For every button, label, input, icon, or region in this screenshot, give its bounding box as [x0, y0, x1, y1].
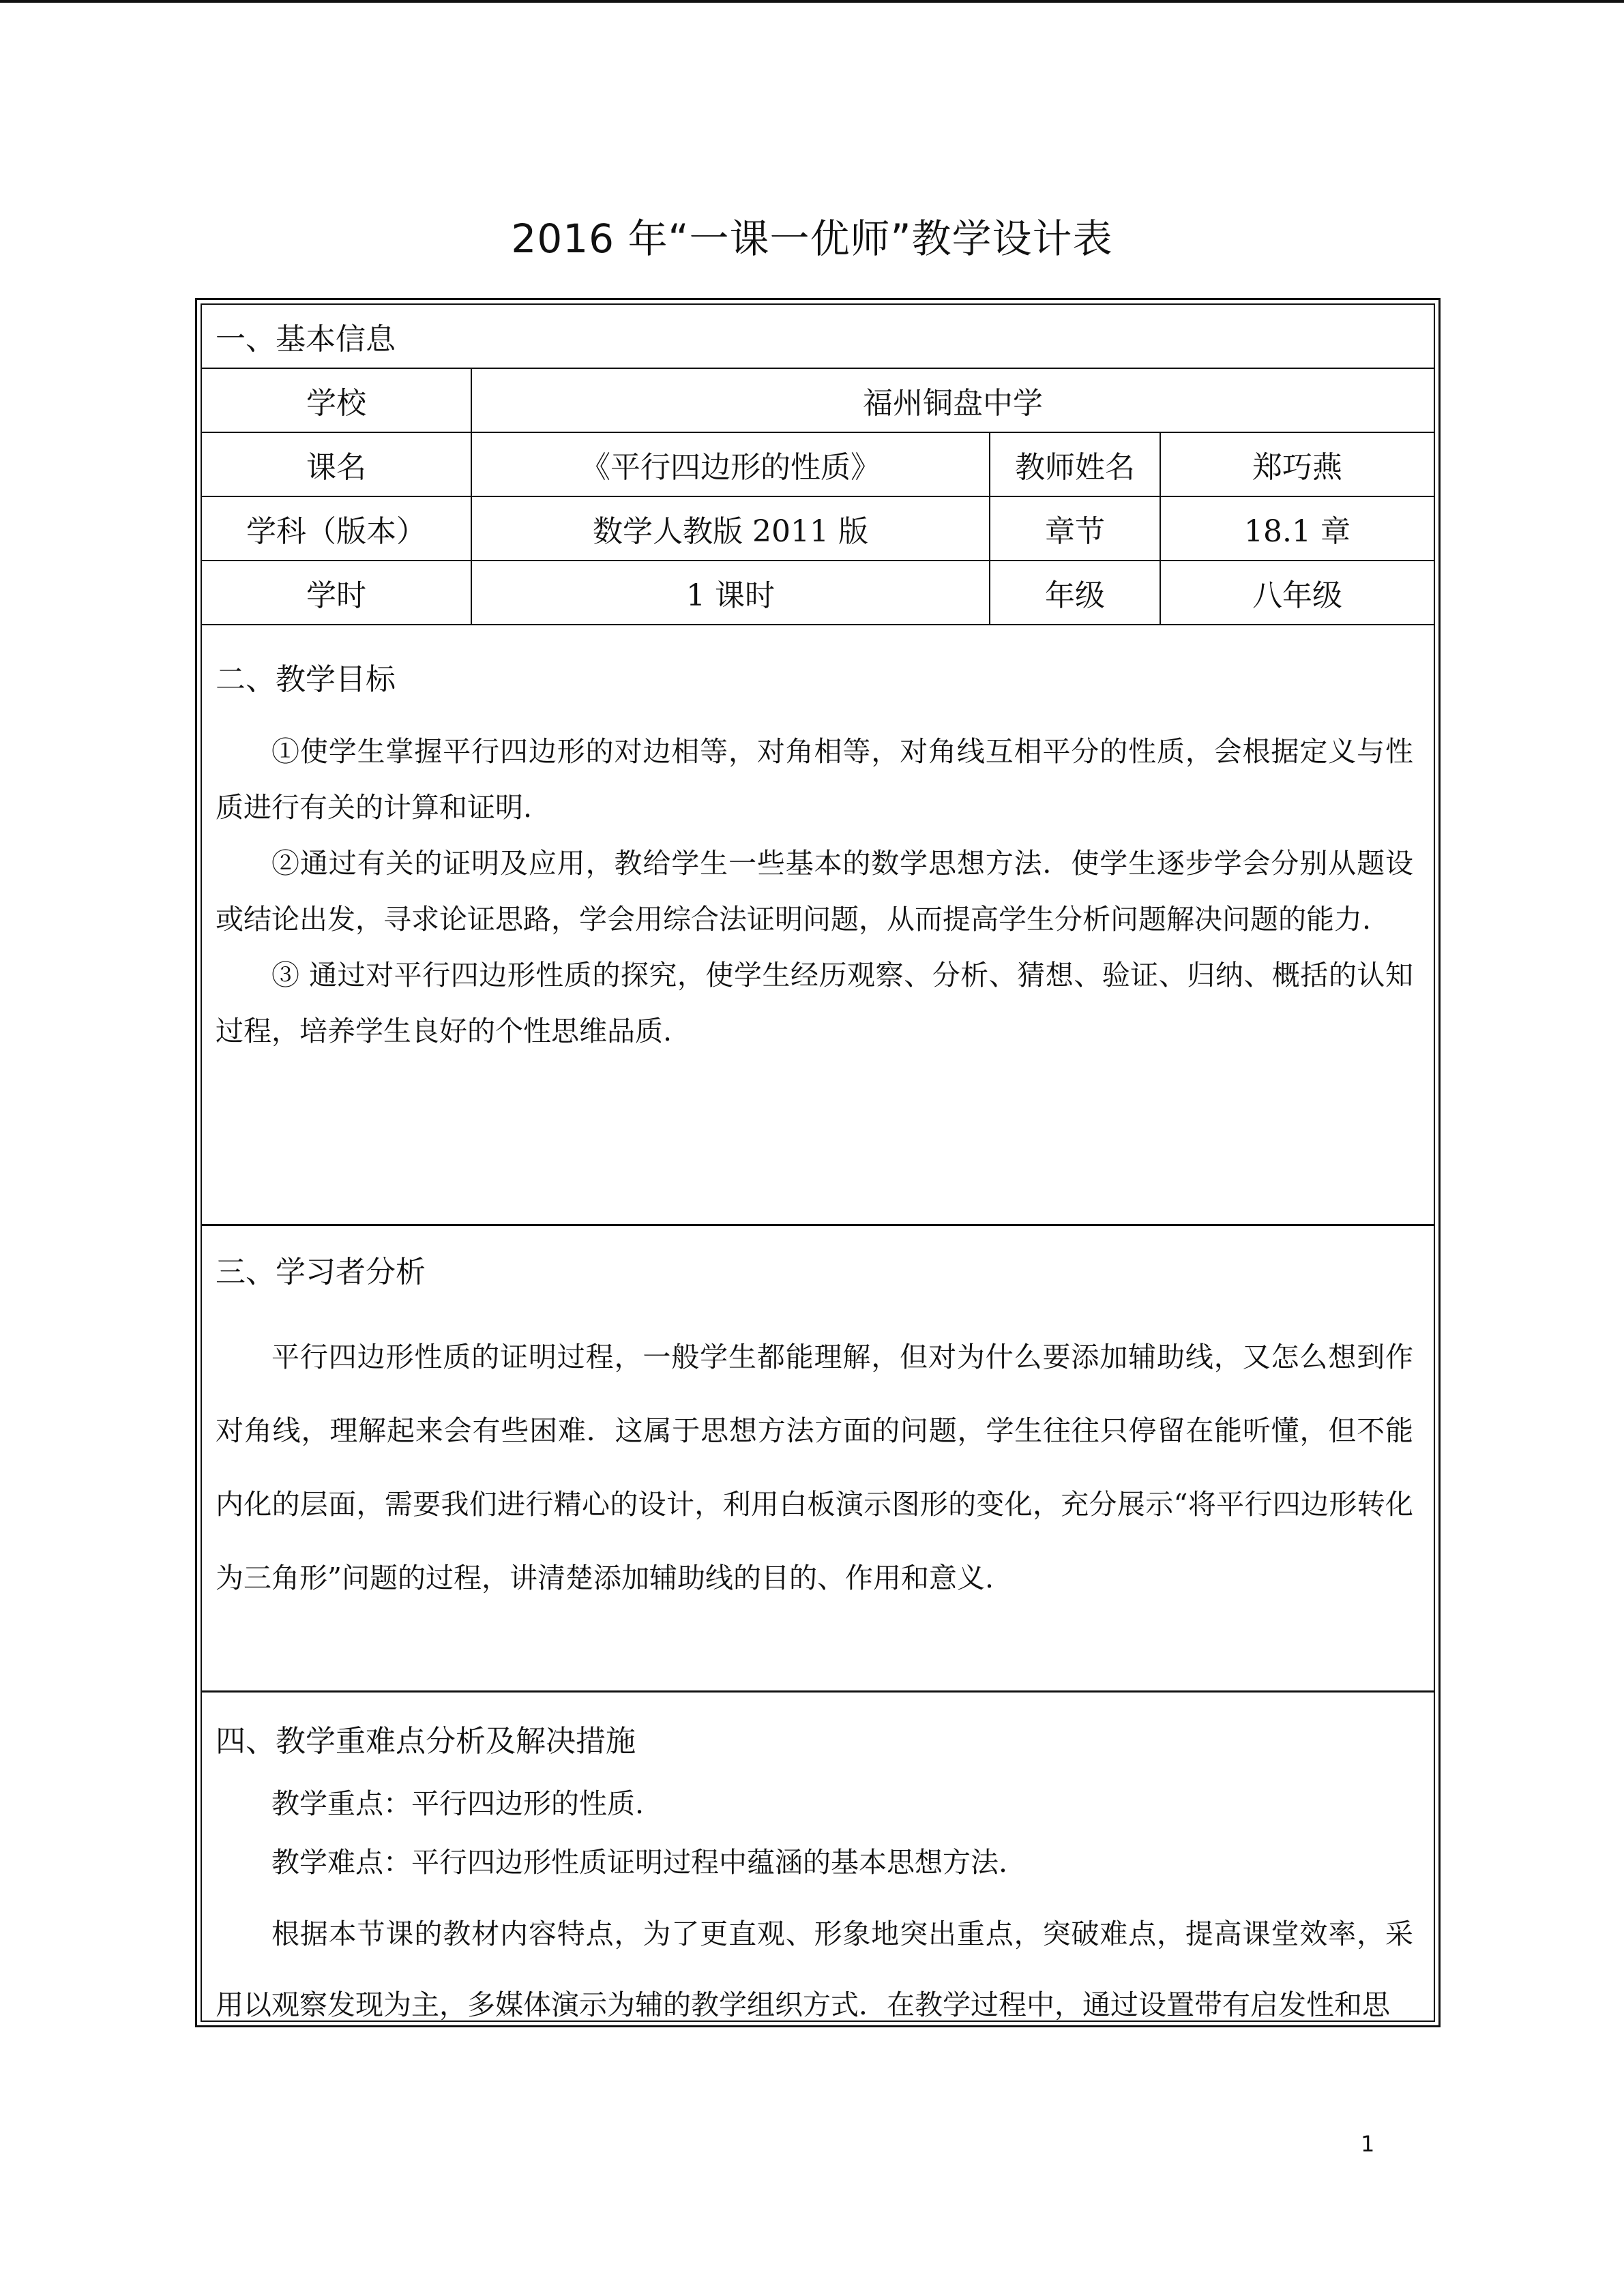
hours-label: 学时: [202, 561, 471, 625]
school-label: 学校: [202, 368, 471, 432]
key-points-section: [202, 1690, 1434, 2022]
basic-info-heading-row: [202, 305, 1434, 368]
key-points-text: 根据本节课的教材内容特点，为了更直观、形象地突出重点，突破难点，提高课堂效率，采用以观察发现为主，多媒体演示为辅的教学组织方式．在教学过程中，通过设置带有启发性和思: [216, 1918, 1413, 2021]
design-table: [195, 298, 1441, 2027]
subject-value: 数学人教版 2011 版: [471, 496, 990, 561]
course-value: 《平行四边形的性质》: [471, 432, 990, 496]
course-label: 课名: [202, 432, 471, 496]
basic-info-heading: 一、基本信息: [202, 305, 1434, 368]
teaching-focus: 教学重点：平行四边形的性质.: [271, 1787, 645, 1820]
chapter-label: 章节: [990, 496, 1160, 561]
design-table-inner: [201, 303, 1435, 2022]
objectives-heading: 二、教学目标: [216, 662, 396, 697]
teaching-difficulty: 教学难点：平行四边形性质证明过程中蕴涵的基本思想方法.: [271, 1846, 1008, 1879]
teacher-label: 教师姓名: [990, 432, 1160, 496]
chapter-value: 18.1 章: [1160, 496, 1434, 561]
objective-item-1: ①使学生掌握平行四边形的对边相等，对角相等，对角线互相平分的性质，会根据定义与性质进行有关的计算和证明.: [216, 735, 1413, 824]
objective-item-2: ②通过有关的证明及应用，教给学生一些基本的数学思想方法．使学生逐步学会分别从题设或结论出发，寻求论证思路，学会用综合法证明问题，从而提高学生分析问题解决问题的能力.: [216, 847, 1413, 936]
objectives-section: [202, 625, 1434, 1224]
objective-item-3: ③ 通过对平行四边形性质的探究，使学生经历观察、分析、猜想、验证、归纳、概括的认知过程，培养学生良好的个性思维品质.: [216, 959, 1413, 1047]
school-value: 福州铜盘中学: [471, 368, 1434, 432]
teacher-value: 郑巧燕: [1160, 432, 1434, 496]
table-row: [202, 561, 1434, 625]
table-row: [202, 432, 1434, 496]
learner-analysis-heading: 三、学习者分析: [216, 1255, 426, 1289]
table-row: [202, 368, 1434, 432]
learner-analysis-section: [202, 1224, 1434, 1690]
learner-analysis-text: 平行四边形性质的证明过程，一般学生都能理解，但对为什么要添加辅助线，又怎么想到作对角线，理解起来会有些困难．这属于思想方法方面的问题，学生往往只停留在能听懂，但不能内化的层面，需要我们进行精心的设计，利用白板演示图形的变化，充分展示“将平行四边形转化为三角形”问题的过程，讲清楚添加辅助线的目的、作用和意义.: [216, 1341, 1413, 1594]
table-row: [202, 496, 1434, 561]
page-number: 1: [1361, 2131, 1375, 2157]
hours-value: 1 课时: [471, 561, 990, 625]
key-points-heading: 四、教学重难点分析及解决措施: [216, 1724, 636, 1759]
top-border-line: [0, 0, 1624, 3]
grade-value: 八年级: [1160, 561, 1434, 625]
grade-label: 年级: [990, 561, 1160, 625]
page-title: 2016 年“一课一优师”教学设计表: [511, 215, 1113, 262]
basic-info-table: [202, 305, 1434, 625]
subject-label: 学科（版本）: [202, 496, 471, 561]
